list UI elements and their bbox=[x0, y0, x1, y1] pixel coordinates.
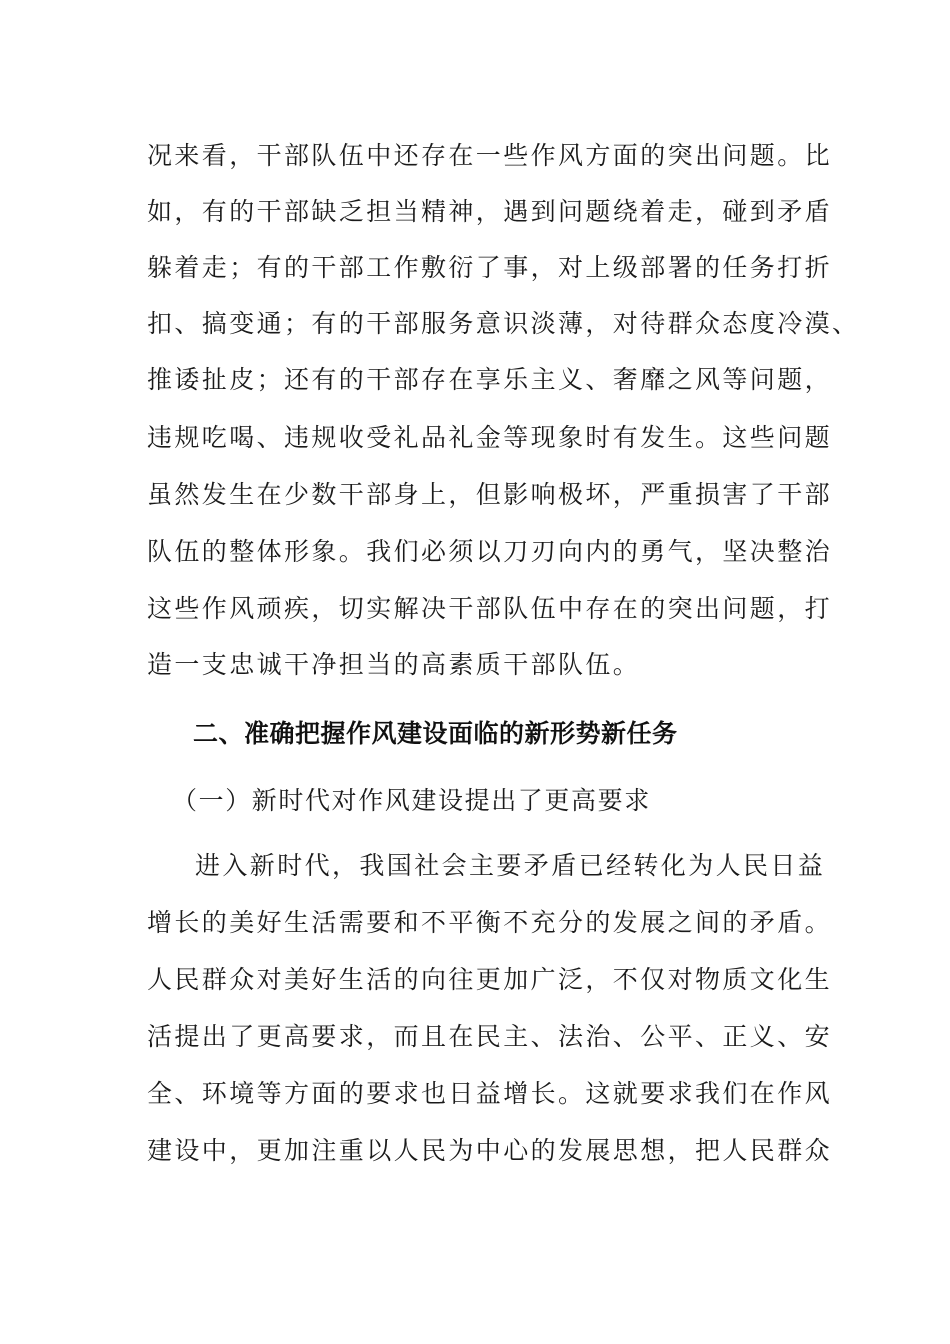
paragraph-line: 躲着走；有的干部工作敷衍了事，对上级部署的任务打折 bbox=[147, 253, 833, 282]
paragraph-line: 虽然发生在少数干部身上，但影响极坏，严重损害了干部 bbox=[147, 480, 833, 509]
paragraph-line: 建设中，更加注重以人民为中心的发展思想，把人民群众 bbox=[147, 1136, 833, 1165]
paragraph-line: 进入新时代，我国社会主要矛盾已经转化为人民日益 bbox=[195, 851, 826, 880]
subsection-heading: （一）新时代对作风建设提出了更高要求 bbox=[172, 786, 651, 815]
paragraph-line: 全、环境等方面的要求也日益增长。这就要求我们在作风 bbox=[147, 1079, 833, 1108]
paragraph-line: 如，有的干部缺乏担当精神，遇到问题绕着走，碰到矛盾 bbox=[147, 197, 833, 226]
paragraph-line: 造一支忠诚干净担当的高素质干部队伍。 bbox=[147, 650, 641, 679]
paragraph-line: 推诿扯皮；还有的干部存在享乐主义、奢靡之风等问题， bbox=[147, 365, 833, 394]
paragraph-line: 增长的美好生活需要和不平衡不充分的发展之间的矛盾。 bbox=[147, 908, 833, 937]
paragraph-line: 扣、搞变通；有的干部服务意识淡薄，对待群众态度冷漠、 bbox=[147, 309, 860, 338]
paragraph-line: 活提出了更高要求，而且在民主、法治、公平、正义、安 bbox=[147, 1022, 833, 1051]
paragraph-line: 这些作风顽疾，切实解决干部队伍中存在的突出问题，打 bbox=[147, 594, 833, 623]
paragraph-line: 队伍的整体形象。我们必须以刀刃向内的勇气，坚决整治 bbox=[147, 537, 833, 566]
paragraph-line: 人民群众对美好生活的向往更加广泛，不仅对物质文化生 bbox=[147, 965, 833, 994]
paragraph-line: 况来看，干部队伍中还存在一些作风方面的突出问题。比 bbox=[147, 141, 833, 170]
section-heading: 二、准确把握作风建设面临的新形势新任务 bbox=[193, 719, 678, 748]
paragraph-line: 违规吃喝、违规收受礼品礼金等现象时有发生。这些问题 bbox=[147, 423, 833, 452]
